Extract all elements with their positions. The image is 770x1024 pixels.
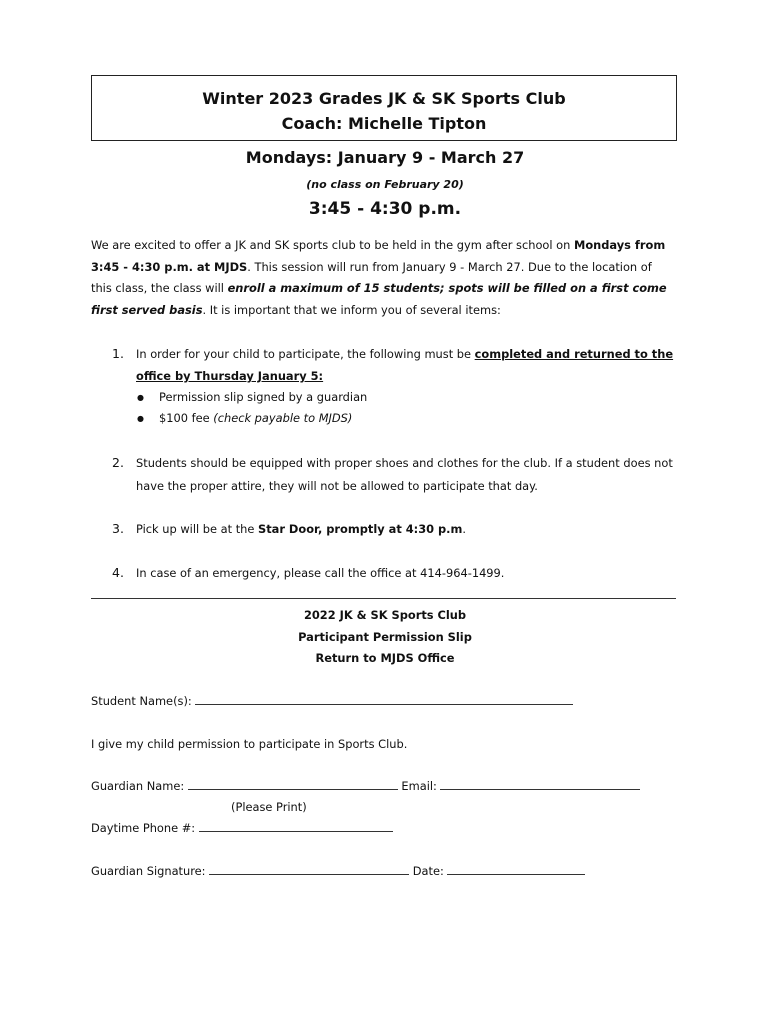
item-text-plain: In order for your child to participate, the following must be [136,347,475,361]
cut-line-divider [91,598,676,599]
item-text-plain: Pick up will be at the [136,522,259,536]
slip-heading: 2022 JK & SK Sports Club [303,608,467,622]
intro-text: . This session will run from January 9 - March 27. Due to the location of this class, the class will [91,259,652,295]
item-number: 4. [112,565,124,580]
date-label: Date: [409,864,448,878]
permission-statement: I give my child permission to participate in Sports Club. [91,737,408,751]
item-text-emphasis: completed and returned to the office by Thursday January 5: [136,347,674,383]
list-item [91,452,679,498]
date-blank[interactable] [447,862,585,875]
slip-subheading: Participant Permission Slip [298,630,472,644]
no-class-note: (no class on February 20) [306,178,464,191]
intro-text: . It is important that we inform you of several items: [202,302,501,317]
item-number: 2. [112,455,124,470]
intro-schedule: Mondays from 3:45 - 4:30 p.m. at MJDS [91,238,666,274]
student-name-blank[interactable] [195,692,573,705]
item-text [136,518,679,540]
item-number: 1. [112,346,124,361]
schedule-time: 3:45 - 4:30 p.m. [308,199,462,219]
title-box [91,75,677,141]
item-text-plain: . [462,522,467,536]
phone-blank[interactable] [199,819,393,832]
item-text [136,343,679,387]
bullet-text: $100 fee [159,411,214,425]
bullet-item [159,387,679,408]
guardian-name-label: Guardian Name: [91,779,188,793]
item-text: In case of an emergency, please call the office at 414-964-1499. [136,566,505,580]
schedule-days: Mondays: January 9 - March 27 [245,148,525,167]
signature-label: Guardian Signature: [91,864,210,878]
intro-text: We are excited to offer a JK and SK sports club to be held in the gym after school on [91,238,574,252]
list-item [91,518,679,540]
slip-return-note: Return to MJDS Office [315,651,455,665]
item-text-emphasis: Star Door, promptly at 4:30 p.m [258,522,463,536]
email-label: Email: [397,779,441,793]
signature-date-row [91,861,585,881]
item-text: Students should be equipped with proper shoes and clothes for the club. If a student does not have the proper attire, they will not be allowed to participate that day. [136,456,673,493]
page-title: Winter 2023 Grades JK & SK Sports Club [202,89,566,108]
bullet-italic: (check payable to MJDS) [213,411,353,425]
bullet-item [159,408,679,429]
daytime-phone-field [91,818,393,838]
coach-name: Coach: Michelle Tipton [281,114,487,133]
intro-paragraph [91,235,675,321]
student-name-label: Student Name(s): [91,694,196,708]
bullet-text: Permission slip signed by a guardian [159,390,368,404]
signature-blank[interactable] [209,862,409,875]
list-item [91,562,679,584]
requirements-list [91,387,679,429]
intro-enrollment: enroll a maximum of 15 students; spots will be filled on a first come first served basis [91,281,667,317]
list-item [91,343,679,429]
email-blank[interactable] [440,777,640,790]
guardian-name-blank[interactable] [188,777,398,790]
guardian-email-row [91,776,640,796]
item-number: 3. [112,521,124,536]
please-print-note: (Please Print) [231,800,307,814]
phone-label: Daytime Phone #: [91,821,199,835]
student-name-field [91,691,573,711]
